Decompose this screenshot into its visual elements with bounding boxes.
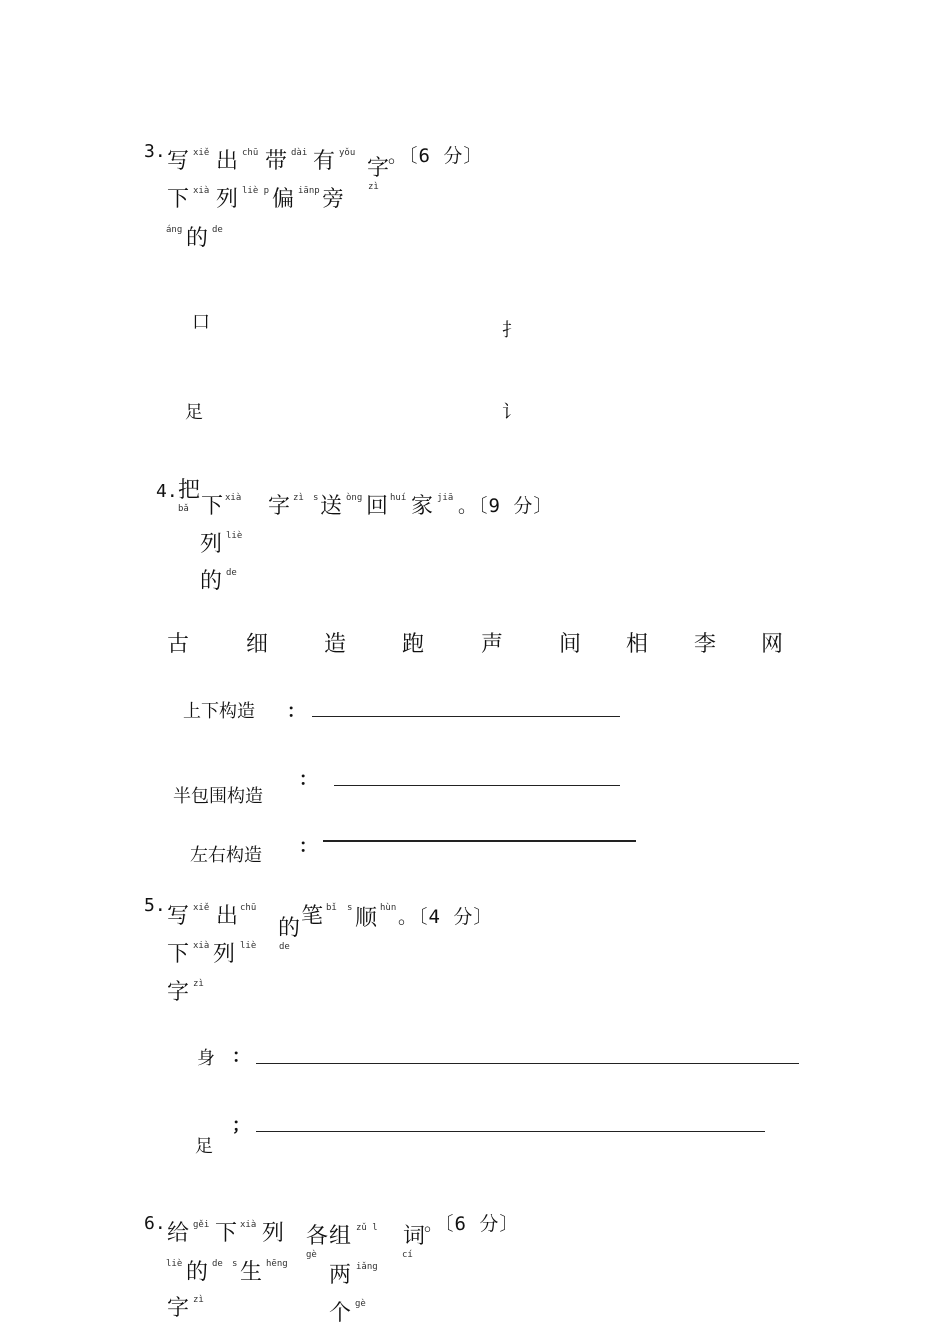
hanzi: 字 bbox=[367, 156, 390, 181]
hanzi: 回 bbox=[366, 494, 389, 519]
hanzi: 列 bbox=[200, 532, 223, 557]
structure-label-half-enclosed: 半包围构造 bbox=[173, 786, 263, 807]
radical-zu: 足 bbox=[185, 402, 203, 423]
colon: ： bbox=[287, 701, 305, 722]
answer-line-zu[interactable] bbox=[256, 1131, 765, 1132]
pinyin: jiā bbox=[437, 493, 454, 503]
answer-line-shen[interactable] bbox=[256, 1063, 799, 1064]
answer-line-top-bottom[interactable] bbox=[312, 716, 620, 717]
pinyin: de bbox=[212, 225, 223, 235]
hanzi: 出 bbox=[216, 149, 239, 174]
pinyin: zì bbox=[368, 182, 379, 192]
pinyin: iǎng bbox=[356, 1262, 378, 1272]
char-item: 跑 bbox=[402, 632, 425, 657]
pinyin: liè bbox=[240, 941, 257, 951]
colon: ： bbox=[299, 769, 317, 790]
char-item: 声 bbox=[481, 632, 504, 657]
char-item: 古 bbox=[167, 632, 190, 657]
hanzi: 列 bbox=[262, 1221, 285, 1246]
answer-line-left-right[interactable] bbox=[323, 840, 636, 842]
pinyin: xià bbox=[193, 941, 210, 951]
pinyin: xià bbox=[225, 493, 242, 503]
pinyin: de bbox=[279, 942, 290, 952]
pinyin: xiě bbox=[193, 903, 210, 913]
colon: ： bbox=[299, 836, 317, 857]
hanzi: 旁 bbox=[322, 187, 345, 212]
question-number: 3. bbox=[144, 141, 166, 162]
hanzi: 的 bbox=[200, 569, 223, 594]
hanzi: 笔 bbox=[301, 904, 324, 929]
pinyin: gè bbox=[306, 1250, 317, 1260]
hanzi: 组 bbox=[329, 1224, 352, 1249]
hanzi: 列 bbox=[216, 187, 239, 212]
score-note: 。〔4 分〕 bbox=[398, 906, 494, 928]
pinyin: s bbox=[347, 903, 353, 913]
hanzi: 下 bbox=[167, 187, 190, 212]
pinyin: yǒu bbox=[339, 148, 356, 158]
structure-label-top-bottom: 上下构造 bbox=[183, 701, 255, 722]
pinyin: zǔ l bbox=[356, 1223, 378, 1233]
pinyin: liè bbox=[226, 531, 243, 541]
score-note: 。〔6 分〕 bbox=[424, 1213, 520, 1235]
char-item: 间 bbox=[559, 632, 582, 657]
hanzi: 的 bbox=[186, 1260, 209, 1285]
hanzi: 个 bbox=[329, 1301, 352, 1326]
char-item: 网 bbox=[761, 632, 784, 657]
pinyin: iānp bbox=[298, 186, 320, 196]
hanzi: 偏 bbox=[272, 187, 295, 212]
hanzi: 写 bbox=[167, 904, 190, 929]
hanzi: 各 bbox=[306, 1224, 329, 1249]
hanzi: 字 bbox=[167, 980, 190, 1005]
pinyin: hēng bbox=[266, 1259, 288, 1269]
pinyin: huí bbox=[390, 493, 407, 503]
pinyin: s bbox=[313, 493, 319, 503]
char-item: 造 bbox=[324, 632, 347, 657]
stroke-item-shen: 身 bbox=[197, 1048, 215, 1069]
char-item: 细 bbox=[246, 632, 269, 657]
char-item: 李 bbox=[694, 632, 717, 657]
hanzi: 把 bbox=[178, 478, 201, 503]
pinyin: zì bbox=[193, 979, 204, 989]
pinyin: xià bbox=[193, 186, 210, 196]
pinyin: s bbox=[232, 1259, 238, 1269]
pinyin: chū bbox=[242, 148, 259, 158]
answer-line-half-enclosed[interactable] bbox=[334, 785, 620, 786]
pinyin: chū bbox=[240, 903, 257, 913]
hanzi: 有 bbox=[313, 149, 336, 174]
hanzi: 给 bbox=[167, 1221, 190, 1246]
hanzi: 出 bbox=[216, 904, 239, 929]
hanzi: 下 bbox=[215, 1221, 238, 1246]
pinyin: xià bbox=[240, 1220, 257, 1230]
hanzi: 顺 bbox=[355, 906, 378, 931]
pinyin: zì bbox=[293, 493, 304, 503]
pinyin: hùn bbox=[380, 903, 397, 913]
structure-label-left-right: 左右构造 bbox=[190, 845, 262, 866]
pinyin: bǐ bbox=[326, 903, 337, 913]
hanzi: 的 bbox=[186, 226, 209, 251]
radical-yan: 讠 bbox=[502, 402, 520, 423]
pinyin: cí bbox=[402, 1250, 413, 1260]
pinyin: de bbox=[226, 568, 237, 578]
score-note: 。〔6 分〕 bbox=[388, 145, 484, 167]
pinyin: òng bbox=[346, 493, 363, 503]
hanzi: 下 bbox=[201, 494, 224, 519]
radical-shou: 扌 bbox=[502, 320, 520, 341]
pinyin: zì bbox=[193, 1295, 204, 1305]
pinyin: bǎ bbox=[178, 504, 189, 514]
hanzi: 两 bbox=[329, 1263, 352, 1288]
radical-kou: 口 bbox=[192, 312, 210, 333]
pinyin: xiě bbox=[193, 148, 210, 158]
pinyin: dài bbox=[291, 148, 308, 158]
pinyin: liè bbox=[166, 1259, 183, 1269]
char-item: 相 bbox=[626, 632, 649, 657]
question-number: 5. bbox=[144, 895, 166, 916]
question-number: 6. bbox=[144, 1213, 166, 1234]
hanzi: 的 bbox=[278, 916, 301, 941]
semicolon: ； bbox=[232, 1115, 250, 1136]
hanzi: 字 bbox=[167, 1296, 190, 1321]
colon: ： bbox=[232, 1046, 250, 1067]
pinyin: áng bbox=[166, 225, 183, 235]
pinyin: gè bbox=[355, 1299, 366, 1309]
hanzi: 送 bbox=[320, 494, 343, 519]
hanzi: 带 bbox=[265, 149, 288, 174]
hanzi: 字 bbox=[268, 494, 291, 519]
hanzi: 词 bbox=[403, 1224, 426, 1249]
score-note: 。〔9 分〕 bbox=[458, 495, 554, 517]
hanzi: 家 bbox=[411, 494, 434, 519]
hanzi: 写 bbox=[167, 149, 190, 174]
hanzi: 生 bbox=[240, 1260, 263, 1285]
hanzi: 下 bbox=[167, 942, 190, 967]
pinyin: liè p bbox=[242, 186, 270, 196]
pinyin: gěi bbox=[193, 1220, 210, 1230]
stroke-item-zu: 足 bbox=[195, 1136, 213, 1157]
hanzi: 列 bbox=[213, 942, 236, 967]
pinyin: de bbox=[212, 1259, 223, 1269]
question-number: 4. bbox=[156, 481, 178, 502]
